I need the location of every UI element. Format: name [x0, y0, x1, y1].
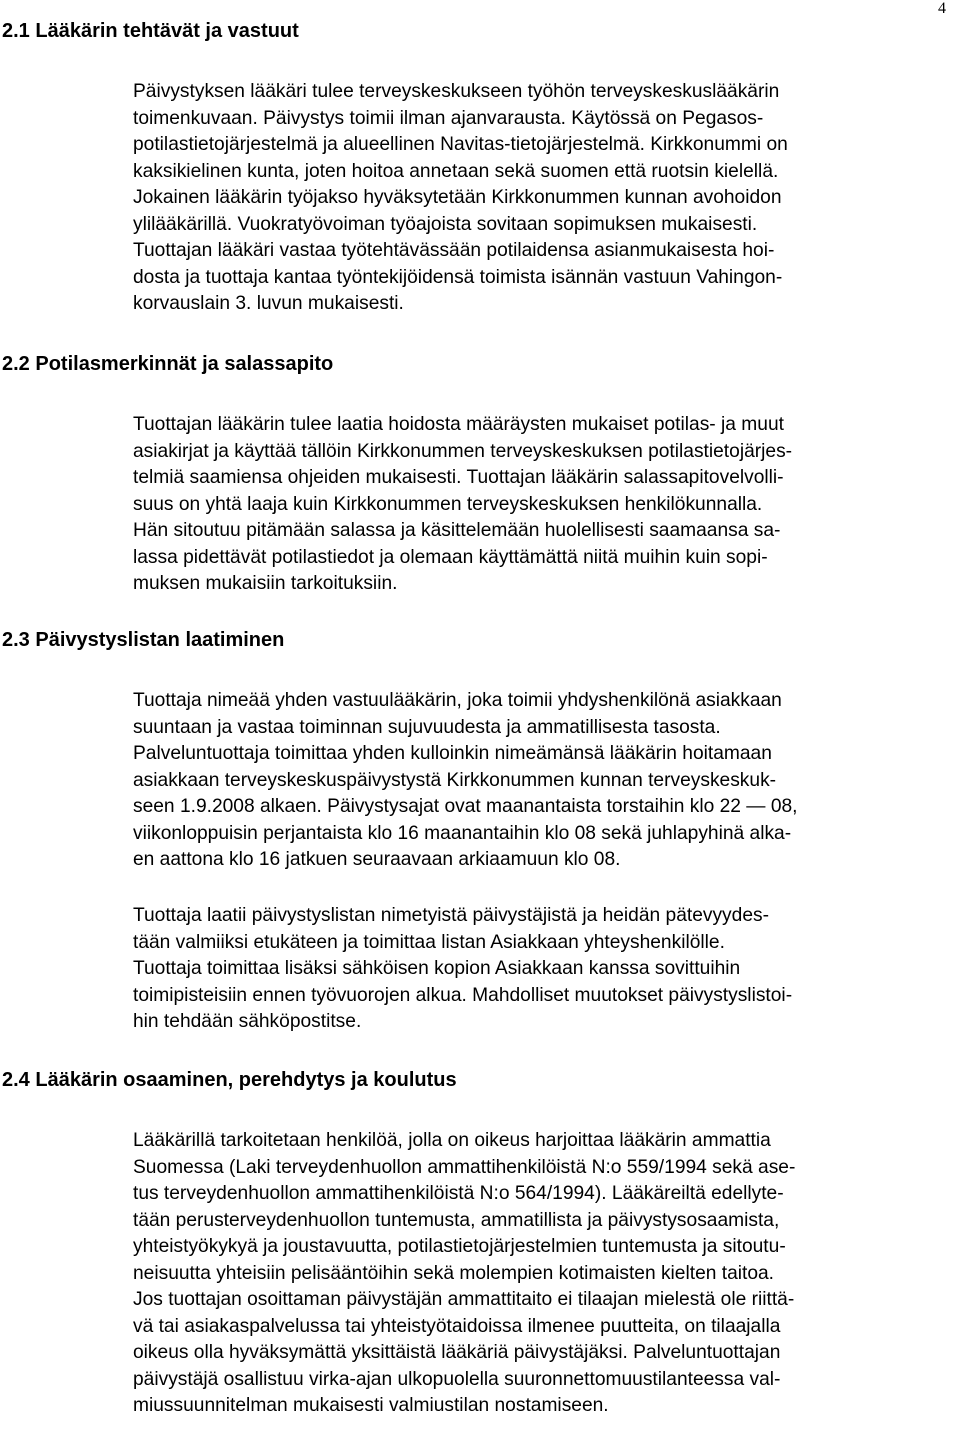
paragraph-line: toimenkuvaan. Päivystys toimii ilman ajanvarausta. Käytössä on Pegasos-: [133, 107, 764, 129]
paragraph-line: Jokainen lääkärin työjakso hyväksytetään Kirkkonummen kunnan avohoidon: [133, 187, 782, 208]
paragraph-line: seen 1.9.2008 alkaen. Päivystysajat ovat maanantaista torstaihin klo 22 — 08,: [133, 796, 798, 817]
paragraph-line: suuntaan ja vastaa toiminnan sujuvuudesta ja ammatillisesta tasosta.: [133, 716, 721, 738]
paragraph-line: oikeus olla hyväksymättä yksittäistä lääkäriä päivystäjäksi. Palveluntuottajan: [133, 1342, 781, 1363]
paragraph-line: suus on yhtä laaja kuin Kirkkonummen terveyskeskuksen henkilökunnalla.: [133, 493, 763, 515]
paragraph-line: lassa pidettävät potilastiedot ja olemaan käyttämättä niitä muihin kuin sopi-: [133, 546, 768, 568]
paragraph-line: potilastietojärjestelmä ja alueellinen Navitas-tietojärjestelmä. Kirkkonummi on: [133, 134, 788, 155]
paragraph-line: Tuottaja nimeää yhden vastuulääkärin, joka toimii yhdyshenkilönä asiakkaan: [133, 690, 782, 711]
paragraph-line: telmiä saamiensa ohjeiden mukaisesti. Tuottajan lääkärin salassapitovelvolli-: [133, 467, 784, 488]
paragraph-line: Suomessa (Laki terveydenhuollon ammattihenkilöistä N:o 559/1994 sekä ase-: [133, 1156, 796, 1178]
section-2-2-paragraph: [133, 412, 948, 598]
paragraph-line: muksen mukaisiin tarkoituksiin.: [133, 573, 398, 594]
paragraph-line: dosta ja tuottaja kantaa työntekijöidensä toimista isännän vastuun Vahingon-: [133, 266, 783, 288]
section-heading-2-3: 2.3 Päivystyslistan laatiminen: [2, 629, 285, 651]
paragraph-line: asiakirjat ja käyttää tällöin Kirkkonummen terveyskeskuksen potilastietojärjes-: [133, 440, 793, 462]
paragraph-line: tään valmiiksi etukäteen ja toimittaa listan Asiakkaan yhteyshenkilölle.: [133, 931, 725, 953]
section-heading-2-1: 2.1 Lääkärin tehtävät ja vastuut: [2, 20, 299, 42]
paragraph-line: miussuunnitelman mukaisesti valmiustilan nostamiseen.: [133, 1395, 609, 1416]
section-2-3-paragraph-1: [133, 688, 948, 874]
paragraph-line: korvauslain 3. luvun mukaisesti.: [133, 293, 404, 314]
section-2-3-paragraph-2: [133, 903, 948, 1036]
paragraph-line: Päivystyksen lääkäri tulee terveyskeskukseen työhön terveyskeskuslääkärin: [133, 81, 780, 102]
paragraph-line: vä tai asiakaspalvelussa tai yhteistyötaidoissa ilmenee puutteita, on tilaajalla: [133, 1315, 781, 1337]
paragraph-line: tään perusterveydenhuollon tuntemusta, ammatillista ja päivystysosaamista,: [133, 1209, 780, 1231]
paragraph-line: hin tehdään sähköpostitse.: [133, 1011, 362, 1032]
paragraph-line: Tuottajan lääkärin tulee laatia hoidosta määräysten mukaiset potilas- ja muut: [133, 414, 784, 435]
paragraph-line: yhteistyökykyä ja joustavuutta, potilastietojärjestelmien tuntemusta ja sitoutu-: [133, 1236, 786, 1257]
paragraph-line: toimipisteisiin ennen työvuorojen alkua. Mahdolliset muutokset päivystyslistoi-: [133, 984, 793, 1006]
paragraph-line: Palveluntuottaja toimittaa yhden kulloinkin nimeämänsä lääkärin hoitamaan: [133, 743, 772, 764]
paragraph-line: päivystäjä osallistuu virka-ajan ulkopuolella suuronnettomuustilanteessa val-: [133, 1368, 781, 1390]
paragraph-line: Lääkärillä tarkoitetaan henkilöä, jolla on oikeus harjoittaa lääkärin ammattia: [133, 1130, 771, 1151]
section-2-4-paragraph: [133, 1128, 948, 1420]
section-heading-2-4: 2.4 Lääkärin osaaminen, perehdytys ja koulutus: [2, 1069, 457, 1091]
paragraph-line: tus terveydenhuollon ammattihenkilöistä N:o 564/1994). Lääkäreiltä edellyte-: [133, 1183, 784, 1204]
section-2-1-paragraph: [133, 79, 948, 318]
paragraph-line: Tuottaja laatii päivystyslistan nimetyistä päivystäjistä ja heidän pätevyydes-: [133, 905, 769, 926]
paragraph-line: kaksikielinen kunta, joten hoitoa annetaan sekä suomen että ruotsin kielellä.: [133, 160, 779, 182]
paragraph-line: neisuutta yhteisiin pelisääntöihin sekä molempien kotimaisten kielten taitoa.: [133, 1262, 775, 1284]
page-number: 4: [938, 0, 946, 17]
section-heading-2-2: 2.2 Potilasmerkinnät ja salassapito: [2, 353, 334, 375]
paragraph-line: ylilääkärillä. Vuokratyövoiman työajoista sovitaan sopimuksen mukaisesti.: [133, 213, 758, 235]
paragraph-line: viikonloppuisin perjantaista klo 16 maanantaihin klo 08 sekä juhlapyhinä alka-: [133, 822, 792, 844]
paragraph-line: asiakkaan terveyskeskuspäivystystä Kirkkonummen kunnan terveyskeskuk-: [133, 769, 777, 791]
paragraph-line: Tuottaja toimittaa lisäksi sähköisen kopion Asiakkaan kanssa sovittuihin: [133, 958, 741, 979]
paragraph-line: Tuottajan lääkäri vastaa työtehtävässään potilaidensa asianmukaisesta hoi-: [133, 240, 775, 261]
paragraph-line: Hän sitoutuu pitämään salassa ja käsittelemään huolellisesti saamaansa sa-: [133, 520, 781, 541]
paragraph-line: en aattona klo 16 jatkuen seuraavaan arkiaamuun klo 08.: [133, 849, 621, 870]
paragraph-line: Jos tuottajan osoittaman päivystäjän ammattitaito ei tilaajan mielestä ole riittä-: [133, 1289, 795, 1310]
